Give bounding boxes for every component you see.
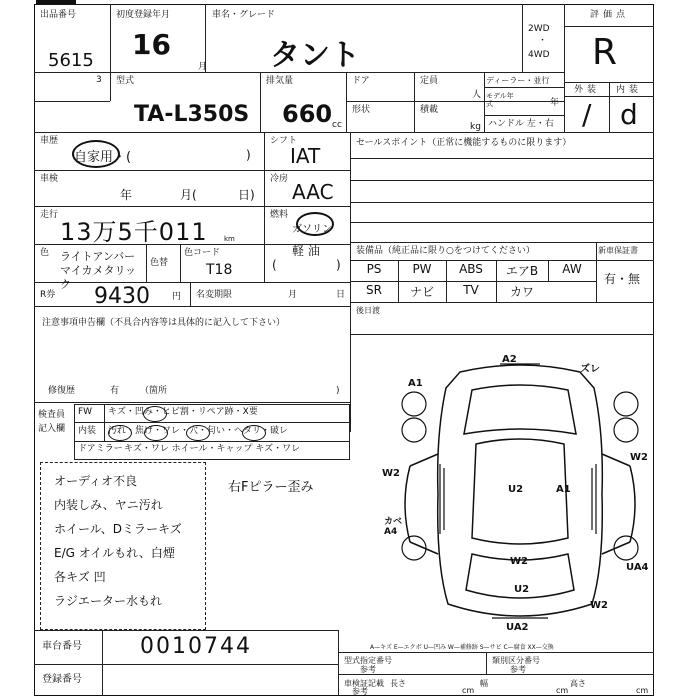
damage-mark-w2-bottom: W2 bbox=[510, 556, 528, 567]
int-burn-circle bbox=[144, 425, 168, 441]
class-ref: 参考 bbox=[510, 665, 526, 674]
inspector-entry-label: 記入欄 bbox=[38, 424, 66, 434]
width-label: 幅 bbox=[480, 679, 488, 688]
recycle-yen: 円 bbox=[172, 292, 182, 302]
fuel-diesel: 軽 油 bbox=[292, 244, 320, 258]
equipment-item: ナビ bbox=[409, 285, 434, 299]
handwritten-note: オーディオ不良 bbox=[54, 474, 138, 488]
height-label: 高さ bbox=[570, 679, 586, 688]
int-smell-circle bbox=[242, 425, 266, 441]
drive-2wd: 2WD bbox=[528, 24, 550, 34]
damage-mark-u2-bottom: U2 bbox=[514, 584, 530, 595]
deferred-label: 後日渡 bbox=[356, 306, 380, 315]
recycle-label: R券 bbox=[40, 290, 56, 300]
damage-mark-a2-top: A2 bbox=[502, 354, 517, 365]
repair-history-label: 修復歴 bbox=[48, 386, 76, 396]
drive-4wd: 4WD bbox=[528, 50, 550, 60]
damage-mark-a1-left: A1 bbox=[408, 378, 423, 389]
shift-label: シフト bbox=[270, 136, 298, 146]
exterior-grade-value: / bbox=[582, 98, 592, 131]
registration-month-unit: 月 bbox=[198, 62, 208, 72]
damage-legend: A—キズ E—エクボ U—凹み W—補修跡 S—サビ C—腐食 XX—交換 bbox=[370, 644, 554, 651]
damage-mark-ua4: UA4 bbox=[626, 562, 649, 573]
height-unit: cm bbox=[636, 686, 649, 695]
inspector-row-head: FW bbox=[78, 407, 93, 417]
equipment-item: TV bbox=[463, 283, 479, 297]
model-year-label: モデル年式 bbox=[486, 92, 514, 108]
handwritten-note: 各キズ 凹 bbox=[54, 570, 106, 584]
grade-label: 評価点 bbox=[590, 10, 630, 20]
exterior-grade-label: 外装 bbox=[574, 85, 601, 95]
inspection-day: 日) bbox=[238, 188, 255, 202]
damage-mark-u2-center: U2 bbox=[508, 484, 524, 495]
registration-year: 16 bbox=[132, 28, 171, 61]
lot-suffix: 3 bbox=[96, 75, 102, 85]
history-value: 自家用・( bbox=[74, 150, 132, 165]
km-unit: km bbox=[224, 235, 235, 243]
mileage-label: 走行 bbox=[40, 210, 59, 220]
interior-grade-label: 内装 bbox=[616, 85, 643, 95]
inspector-label: 検査員 bbox=[38, 410, 66, 420]
int-crack-circle bbox=[186, 425, 210, 441]
model-type-label: 型式 bbox=[116, 76, 135, 86]
fuel-circle-mark bbox=[296, 212, 334, 236]
chassis-number-label: 車台番号 bbox=[42, 641, 82, 652]
fuel-paren-close: ) bbox=[336, 258, 341, 272]
equipment-item: PS bbox=[366, 262, 382, 276]
color-value: ライトアンバー マイカメタリック bbox=[60, 250, 137, 291]
width-unit: cm bbox=[556, 686, 569, 695]
color-code: T18 bbox=[206, 262, 233, 278]
inspector-row-text: 汚れ・焦げ・ワレ・穴・匂い・ヘタリ・破レ bbox=[108, 426, 289, 436]
dealer-label: ディーラー・並行 bbox=[486, 76, 550, 85]
class-number-label: 類別区分番号 bbox=[492, 656, 540, 665]
handwritten-note: E/G オイルもれ、白煙 bbox=[54, 546, 175, 560]
fuel-gasoline: ガソリン bbox=[292, 224, 332, 235]
name-change-label: 名変期限 bbox=[196, 290, 233, 300]
shift-value: IAT bbox=[290, 144, 321, 168]
lot-number-label: 出品番号 bbox=[40, 10, 77, 20]
inspector-row-head: ドアミラー bbox=[78, 444, 123, 454]
displacement: 660 bbox=[282, 100, 333, 128]
equipment-item: SR bbox=[366, 283, 382, 297]
door-label: ドア bbox=[352, 76, 370, 86]
repair-close: ) bbox=[336, 386, 340, 396]
history-circle-mark bbox=[72, 140, 120, 168]
equipment-item: PW bbox=[412, 262, 432, 276]
inspection-label: 車検 bbox=[40, 174, 59, 184]
history-close: ) bbox=[246, 148, 251, 162]
damage-mark-ua2: UA2 bbox=[506, 622, 529, 633]
length-label: 長さ bbox=[390, 679, 406, 688]
repair-place: （箇所 bbox=[140, 386, 168, 396]
ac-value: AAC bbox=[292, 180, 334, 204]
sales-point-label: セールスポイント（正常に機能するものに限ります） bbox=[356, 138, 572, 148]
inspector-row-text: キズ・凹み・ヒビ割・リペア跡・X要 bbox=[108, 407, 258, 417]
inspector-row-head: 内装 bbox=[78, 426, 97, 436]
new-warranty-label: 新車保証書 bbox=[598, 246, 638, 255]
recycle-value: 9430 bbox=[94, 284, 150, 309]
fw-dent-circle bbox=[143, 406, 167, 422]
handwritten-note: ラジエーター水もれ bbox=[54, 594, 163, 608]
repair-history-value: 有 bbox=[110, 386, 120, 396]
registration-number-label: 登録番号 bbox=[42, 674, 82, 685]
first-registration-label: 初度登録年月 bbox=[116, 10, 171, 20]
certified-number-label: 型式指定番号 bbox=[344, 656, 392, 665]
damage-mark-w2-left: W2 bbox=[382, 468, 400, 479]
name-change-month: 月 bbox=[288, 290, 298, 300]
fuel-label: 燃料 bbox=[270, 210, 289, 220]
certified-ref: 参考 bbox=[360, 665, 376, 674]
warranty-value: 有・無 bbox=[604, 272, 641, 286]
name-change-day: 日 bbox=[336, 290, 346, 300]
fuel-paren-open: ( bbox=[272, 258, 277, 272]
shape-label: 形状 bbox=[352, 105, 371, 115]
damage-mark-a1-center: A1 bbox=[556, 484, 571, 495]
right-note: 右Fピラー歪み bbox=[228, 480, 314, 495]
kg-unit: kg bbox=[470, 122, 481, 132]
mileage-value: 13万5千011 bbox=[60, 218, 208, 246]
history-label: 車歴 bbox=[40, 136, 59, 146]
grade-value: R bbox=[592, 32, 618, 73]
equipment-item: ABS bbox=[459, 262, 483, 276]
equipment-item: カワ bbox=[509, 285, 534, 299]
model-type: TA-L350S bbox=[134, 102, 250, 127]
ac-label: 冷房 bbox=[270, 174, 289, 184]
car-name-label: 車名・グレード bbox=[212, 10, 276, 20]
equipment-item: エアB bbox=[505, 264, 539, 278]
lot-number: 5615 bbox=[48, 50, 94, 71]
person-unit: 人 bbox=[472, 90, 482, 100]
equipment-item: AW bbox=[562, 262, 582, 276]
color-code-label: 色コード bbox=[184, 248, 221, 258]
handle-label: ハンドル 左・右 bbox=[488, 119, 554, 129]
inspection-month: 月( bbox=[180, 188, 197, 202]
displacement-label: 排気量 bbox=[266, 76, 294, 86]
load-label: 積載 bbox=[420, 105, 439, 115]
size-label: 車検証記載 bbox=[344, 679, 384, 688]
car-name: タント bbox=[270, 38, 360, 73]
capacity-label: 定員 bbox=[420, 76, 439, 86]
equipment-label: 装備品（純正品に限り○をつけてください） bbox=[356, 246, 535, 256]
inspection-year: 年 bbox=[120, 188, 133, 202]
damage-mark-zure: ズレ bbox=[580, 364, 600, 375]
interior-grade-value: d bbox=[620, 98, 638, 131]
damage-mark-w2-right: W2 bbox=[630, 452, 648, 463]
drive-dot: ・ bbox=[538, 36, 548, 46]
notes-label: 注意事項申告欄（不具合内容等は具体的に記入して下さい） bbox=[42, 318, 286, 328]
damage-mark-kabe-a4: カベ A4 bbox=[384, 517, 403, 537]
color-change-label: 色替 bbox=[150, 258, 169, 268]
length-unit: cm bbox=[462, 686, 475, 695]
handwritten-note: ホイール、Dミラーキズ bbox=[54, 522, 182, 536]
handwritten-note: 内装しみ、ヤニ汚れ bbox=[54, 498, 163, 512]
int-dirt-circle bbox=[108, 425, 132, 441]
color-label: 色 bbox=[40, 248, 50, 258]
size-ref: 参考 bbox=[352, 687, 368, 696]
model-year-unit: 年 bbox=[550, 98, 560, 108]
displacement-unit: cc bbox=[332, 120, 342, 130]
chassis-number: 0010744 bbox=[140, 634, 252, 659]
damage-mark-w2-rear: W2 bbox=[590, 600, 608, 611]
inspector-row-text: キズ・ワレ ホイール・キャップ キズ・ワレ bbox=[124, 444, 301, 454]
